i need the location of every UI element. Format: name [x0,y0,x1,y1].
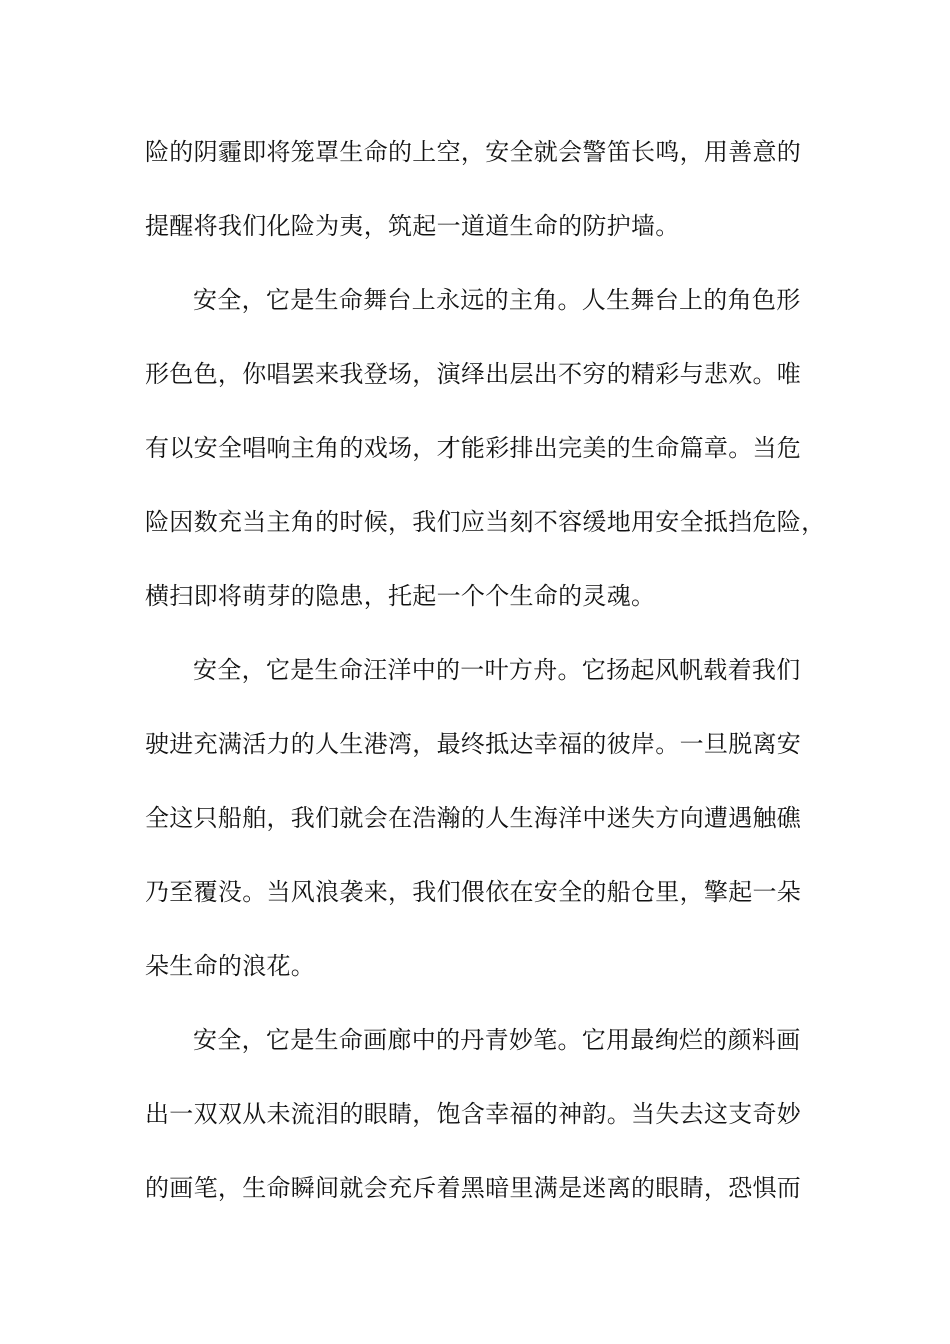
text-line: 朵生命的浪花。 [145,952,316,980]
paragraph-start-line: 安全，它是生命画廊中的丹青妙笔。它用最绚烂的颜料画 [193,1026,801,1054]
document-body [145,128,825,1238]
text-line: 提醒将我们化险为夷，筑起一道道生命的防护墙。 [145,212,680,240]
text-line: 出一双双从未流泪的眼睛，饱含幸福的神韵。当失去这支奇妙 [145,1100,802,1128]
text-line: 全这只船舶，我们就会在浩瀚的人生海洋中迷失方向遭遇触礁 [145,804,802,832]
paragraph-start-line: 安全，它是生命舞台上永远的主角。人生舞台上的角色形 [193,286,801,314]
text-line: 横扫即将萌芽的隐患，托起一个个生命的灵魂。 [145,582,656,610]
text-line: 险的阴霾即将笼罩生命的上空，安全就会警笛长鸣，用善意的 [145,138,802,166]
text-line: 形色色，你唱罢来我登场，演绎出层出不穷的精彩与悲欢。唯 [145,360,802,388]
text-line: 驶进充满活力的人生港湾，最终抵达幸福的彼岸。一旦脱离安 [145,730,802,758]
text-line: 的画笔，生命瞬间就会充斥着黑暗里满是迷离的眼睛，恐惧而 [145,1174,802,1202]
paragraph-start-line: 安全，它是生命汪洋中的一叶方舟。它扬起风帆载着我们 [193,656,801,684]
text-line: 有以安全唱响主角的戏场，才能彩排出完美的生命篇章。当危 [145,434,802,462]
text-line: 乃至覆没。当风浪袭来，我们偎依在安全的船仓里，擎起一朵 [145,878,802,906]
text-line: 险因数充当主角的时候，我们应当刻不容缓地用安全抵挡危险， [145,508,826,536]
